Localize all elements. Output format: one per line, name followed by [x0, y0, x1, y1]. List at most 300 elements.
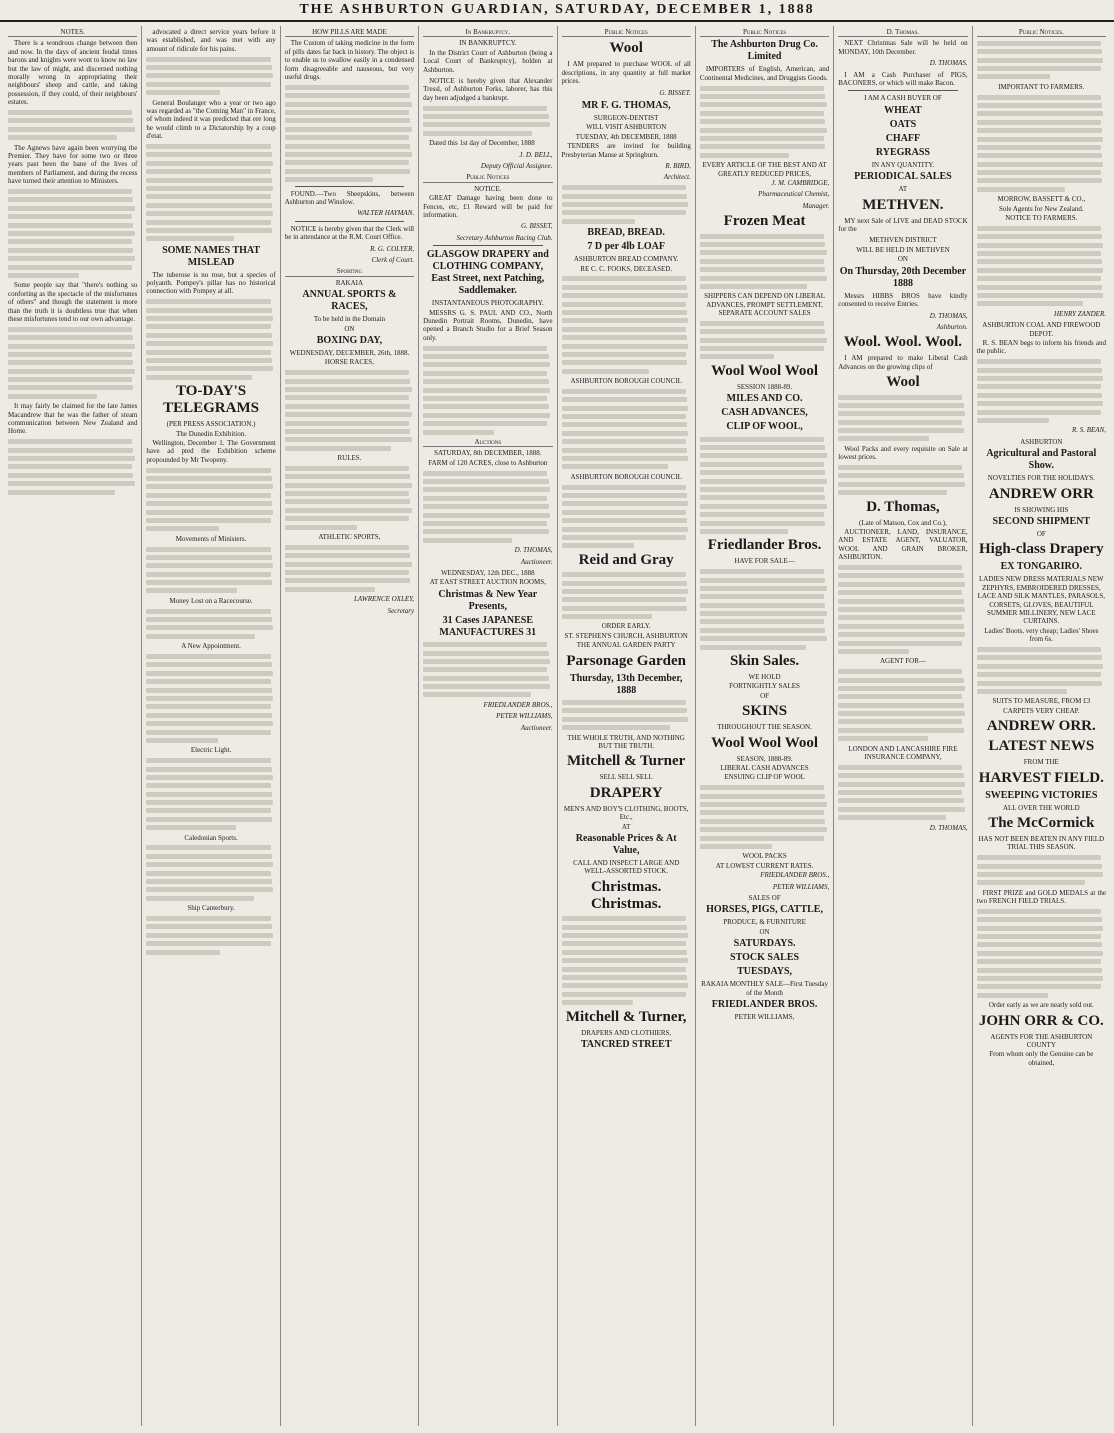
text-line	[285, 177, 373, 182]
stock-sales-heading: STOCK SALES	[730, 952, 800, 964]
clerk-notice: NOTICE is hereby given that the Clerk will be in attendance at the R.M. Court Office.	[284, 224, 415, 242]
boxing-day-heading: BOXING DAY,	[316, 334, 383, 346]
text-line	[423, 471, 547, 476]
text-line	[8, 394, 97, 399]
text-line	[838, 473, 963, 478]
text-line	[977, 672, 1101, 677]
text-line	[146, 696, 273, 701]
text-line	[146, 493, 270, 498]
text-line	[838, 703, 963, 708]
text-line	[700, 836, 824, 841]
text-line	[562, 344, 689, 349]
text-line	[562, 276, 686, 281]
text-line	[285, 152, 412, 157]
garden-party: THE ANNUAL GARDEN PARTY	[576, 641, 676, 650]
text-line	[977, 226, 1101, 231]
text-line	[562, 614, 653, 619]
drug-text-block	[700, 86, 829, 158]
fortnightly: FORTNIGHTLY SALES	[729, 682, 800, 691]
thomas-header: D. Thomas.	[838, 28, 967, 37]
not-beaten: HAS NOT BEEN BEATEN IN ANY FIELD TRIAL THIS SEASON.	[978, 834, 1105, 852]
clip-text-block	[700, 437, 829, 534]
sporting-header: Sporting	[285, 267, 414, 276]
text-line	[977, 418, 1049, 423]
call-inspect: CALL AND INSPECT LARGE AND WELL-ASSORTED STOCK.	[573, 859, 680, 876]
text-line	[977, 49, 1102, 54]
clip-of-wool: CLIP OF WOOL,	[726, 421, 803, 433]
manager-role: Manager.	[802, 201, 830, 210]
text-line	[8, 135, 117, 140]
public-notices-header: Public Notices	[700, 28, 829, 37]
text-line	[285, 169, 410, 174]
bankruptcy-header: In Bankruptcy.	[423, 28, 552, 37]
text-line	[146, 800, 273, 805]
text-line	[285, 429, 410, 434]
text-line	[146, 178, 271, 183]
text-line	[562, 1000, 633, 1005]
text-line	[423, 642, 547, 647]
text-line	[700, 250, 827, 255]
wool-para: I AM prepared to purchase WOOL of all descriptions, in any quantity at full market prices.	[561, 60, 691, 86]
notes-para-3: Some people say that "there's nothing so conforting as the spectacle of the misfortunes of others" and though the statement is more than the truth it is doubtless true that when these misfortunes tend to our own advantage.	[8, 281, 138, 323]
text-line	[977, 120, 1101, 125]
clerk-name: R. G. COLYER,	[370, 244, 415, 253]
text-line	[977, 145, 1101, 150]
we-hold: WE HOLD	[748, 673, 781, 682]
text-line	[977, 855, 1101, 860]
horses-heading: HORSES, PIGS, CATTLE,	[706, 904, 823, 916]
text-line	[146, 510, 273, 515]
text-line	[146, 57, 270, 62]
order-early: ORDER EARLY.	[601, 622, 651, 631]
d-thomas-heading: D. Thomas,	[866, 498, 940, 515]
text-line	[562, 717, 689, 722]
text-line	[8, 197, 133, 202]
text-line	[423, 379, 548, 384]
on-label: ON	[759, 927, 770, 936]
text-line	[8, 344, 135, 349]
text-line	[146, 90, 220, 95]
text-line	[285, 437, 412, 442]
frozen-text-block	[700, 234, 829, 289]
text-line	[700, 512, 824, 517]
andrew-orr-heading-2: ANDREW ORR.	[986, 718, 1096, 735]
text-line	[146, 341, 273, 346]
text-line	[146, 476, 271, 481]
text-line	[562, 397, 687, 402]
text-line	[423, 371, 547, 376]
season-label: SEASON, 1888-89.	[736, 754, 793, 763]
text-line	[562, 975, 687, 980]
text-line	[977, 243, 1104, 248]
text-line	[562, 352, 686, 357]
sole-agents: Sole Agents for New Zealand.	[999, 204, 1084, 213]
deceased-text-block	[562, 276, 691, 373]
athletic-text-block	[285, 545, 414, 592]
thomas-name: D. THOMAS.	[929, 59, 968, 68]
text-line	[562, 327, 686, 332]
important-text-block	[977, 95, 1106, 192]
text-line	[146, 730, 270, 735]
text-line	[423, 396, 547, 401]
text-line	[977, 664, 1104, 669]
text-line	[700, 234, 824, 239]
text-line	[562, 310, 687, 315]
notice-label: NOTICE.	[474, 184, 502, 193]
text-line	[977, 368, 1102, 373]
text-line	[146, 775, 273, 780]
showing-his: IS SHOWING HIS	[1014, 505, 1069, 514]
text-line	[562, 967, 686, 972]
liberal-advances: LIBERAL CASH ADVANCES	[720, 764, 809, 773]
text-line	[562, 597, 686, 602]
text-line	[146, 704, 270, 709]
text-line	[146, 713, 271, 718]
reasonable-prices: Reasonable Prices & At Value,	[575, 833, 677, 857]
text-line	[700, 321, 824, 326]
text-line	[838, 815, 945, 820]
text-line	[146, 555, 271, 560]
text-line	[977, 111, 1104, 116]
high-class-heading: High-class Drapery	[979, 541, 1104, 558]
text-line	[423, 513, 550, 518]
shippers-text-block	[700, 321, 829, 360]
text-line	[977, 384, 1101, 389]
text-line	[977, 909, 1101, 914]
ashburton-label: ASHBURTON	[1020, 437, 1063, 446]
some-names-para: The tuberose is no rose, but a species of polyanth. Pompey's pillar has no historical connection with Pompey at all.	[146, 270, 276, 296]
text-line	[977, 993, 1048, 998]
secretary-role: Secretary	[387, 606, 415, 615]
text-line	[977, 268, 1104, 273]
telegram-head-d: A New Appointment.	[181, 642, 241, 651]
text-line	[838, 395, 962, 400]
drapers-label: DRAPERS AND CLOTHIERS,	[581, 1028, 672, 1037]
text-line	[285, 508, 412, 513]
bankruptcy-text-block	[423, 106, 552, 136]
text-line	[146, 65, 271, 70]
text-line	[700, 136, 824, 141]
text-line	[8, 189, 132, 194]
visit-label: WILL VISIT ASHBURTON	[586, 123, 667, 132]
rules-label: RULES.	[337, 454, 362, 463]
cash-buyer: I AM A CASH BUYER OF	[864, 94, 942, 103]
telegram-head-a: The Dunedin Exhibition.	[176, 429, 246, 438]
text-line	[700, 785, 824, 790]
text-line	[700, 810, 824, 815]
cash-advances: CASH ADVANCES,	[721, 407, 808, 419]
text-line	[8, 481, 135, 486]
text-line	[146, 924, 271, 929]
text-line	[562, 493, 687, 498]
county-agents: AGENTS FOR THE ASHBURTON COUNTY	[990, 1032, 1093, 1050]
text-line	[838, 436, 929, 441]
text-line	[146, 211, 273, 216]
text-line	[285, 474, 410, 479]
text-line	[977, 162, 1104, 167]
text-line	[423, 676, 548, 681]
williams-name: PETER WILLIAMS,	[496, 712, 553, 721]
manse-tender: TENDERS are invited for building Presbyterian Manse at Springburn.	[561, 142, 691, 159]
notes-text-block	[8, 110, 137, 140]
text-line	[146, 358, 271, 363]
sell-label: SELL SELL SELL	[599, 773, 653, 782]
text-line	[977, 926, 1104, 931]
text-line	[423, 413, 550, 418]
text-line	[977, 959, 1101, 964]
pills-header: HOW PILLS ARE MADE	[285, 28, 414, 37]
text-line	[285, 553, 410, 558]
text-line	[146, 580, 271, 585]
text-line	[977, 259, 1102, 264]
text-line	[8, 473, 133, 478]
text-line	[146, 547, 270, 552]
st-stephens: ST. STEPHEN'S CHURCH, ASHBURTON	[564, 631, 688, 640]
friedlander-name: FRIEDLANDER BROS.,	[760, 871, 830, 880]
text-line	[700, 487, 824, 492]
text-line	[8, 256, 135, 261]
column-5	[558, 26, 696, 1426]
text-line	[838, 582, 965, 587]
genuine-label: From whom only the Genuine can be obtained,	[989, 1050, 1094, 1067]
text-line	[285, 118, 410, 123]
text-line	[8, 456, 135, 461]
methven-district: METHVEN DISTRICT	[869, 236, 937, 245]
chaff-heading: CHAFF	[885, 132, 921, 144]
mitchell-heading: Mitchell & Turner	[567, 753, 686, 770]
text-line	[146, 825, 235, 830]
clerk-role: Clerk of Court.	[371, 255, 415, 264]
race-date: WEDNESDAY, DECEMBER, 26th, 1888.	[289, 348, 410, 357]
text-line	[977, 942, 1102, 947]
text-line	[146, 679, 270, 684]
text-line	[8, 206, 135, 211]
found-notice: FOUND.—Two Sheepskins, between Ashburton and Winslow.	[284, 189, 415, 206]
bankruptcy-label: IN BANKRUPTCY.	[459, 39, 517, 48]
text-line	[977, 689, 1068, 694]
text-line	[423, 692, 530, 697]
text-line	[285, 379, 410, 384]
borough-council-2: ASHBURTON BOROUGH COUNCIL	[570, 472, 682, 481]
article-para-1: advocated a direct service years before it was established, and was met with any amount of ridicule for his pains.	[146, 28, 276, 53]
trials-text-block	[977, 909, 1106, 998]
text-line	[285, 499, 410, 504]
text-line	[977, 934, 1101, 939]
text-line	[700, 586, 827, 591]
text-line	[146, 186, 273, 191]
sweeping-heading: SWEEPING VICTORIES	[985, 789, 1098, 801]
packs-text-block	[838, 465, 967, 495]
text-line	[977, 293, 1104, 298]
text-line	[977, 376, 1104, 381]
text-line	[146, 203, 271, 208]
text-line	[146, 738, 217, 743]
text-line	[977, 153, 1102, 158]
text-line	[977, 301, 1083, 306]
text-line	[423, 388, 550, 393]
text-line	[423, 122, 550, 127]
text-line	[700, 569, 824, 574]
public-notices-header: Public Notices	[562, 28, 691, 37]
text-line	[700, 259, 824, 264]
notes-text-block	[8, 439, 137, 494]
text-line	[285, 110, 409, 115]
text-line	[700, 479, 827, 484]
text-line	[700, 645, 806, 650]
text-line	[285, 144, 410, 149]
text-line	[146, 324, 270, 329]
have-for-sale: HAVE FOR SALE—	[734, 557, 795, 566]
telegrams-heading: TO-DAY'S TELEGRAMS	[163, 383, 259, 417]
text-line	[977, 401, 1104, 406]
text-line	[838, 782, 965, 787]
telegram-text-block	[146, 468, 275, 532]
column-1	[4, 26, 142, 1426]
text-line	[146, 526, 218, 531]
text-line	[8, 464, 132, 469]
text-line	[562, 422, 687, 427]
text-line	[285, 446, 391, 451]
text-line	[700, 437, 824, 442]
text-line	[562, 285, 687, 290]
text-line	[8, 327, 132, 332]
text-line	[8, 127, 135, 132]
text-line	[562, 501, 689, 506]
notes-para-1: There is a wondrous change between then and now. In the days of ancient feudal times barons and knights were wont to know no law but the law of might, and discerned nothing morally wrong in appropriating their neighbours' sheep and cattle, and taking possession, if they could, of their neighbours' estates.	[8, 39, 138, 107]
text-line	[700, 94, 825, 99]
council-text-block	[562, 389, 691, 470]
bisset-role: Secretary Ashburton Racing Club.	[456, 233, 553, 242]
thursday-date: On Thursday, 20th December 1888	[839, 265, 967, 289]
throughout: THROUGHOUT THE SEASON.	[717, 723, 812, 732]
text-line	[423, 538, 512, 543]
text-line	[977, 74, 1051, 79]
text-line	[423, 131, 532, 136]
text-line	[700, 119, 825, 124]
frozen-meat-heading: Frozen Meat	[723, 213, 806, 230]
bean-text-block	[977, 359, 1106, 423]
text-line	[838, 624, 963, 629]
column-6	[696, 26, 834, 1426]
text-line	[562, 581, 687, 586]
text-line	[977, 41, 1101, 46]
text-line	[8, 223, 133, 228]
cambridge-role: Pharmaceutical Chemist,	[758, 190, 830, 199]
text-line	[838, 719, 962, 724]
text-line	[838, 607, 965, 612]
auctioneer-text-block	[838, 565, 967, 654]
friedlander-name: FRIEDLANDER BROS.,	[483, 700, 553, 709]
bird-role: Architect.	[663, 173, 691, 182]
text-line	[838, 736, 927, 741]
dentist-name: MR F. G. THOMAS,	[581, 100, 671, 112]
text-line	[838, 765, 962, 770]
text-line	[562, 950, 687, 955]
miles-heading: MILES AND CO.	[726, 393, 803, 405]
text-line	[423, 684, 550, 689]
text-line	[838, 590, 962, 595]
article-text-block	[146, 57, 275, 96]
text-line	[838, 428, 963, 433]
oats-heading: OATS	[889, 118, 917, 130]
text-line	[146, 845, 270, 850]
text-line	[146, 617, 271, 622]
text-line	[146, 634, 255, 639]
wool-heading: Wool	[609, 40, 643, 57]
text-line	[423, 651, 548, 656]
text-line	[8, 352, 132, 357]
text-line	[838, 669, 962, 674]
auctioneer-role: Auctioneer.	[520, 723, 553, 732]
bread-heading: BREAD, BREAD.	[587, 227, 665, 239]
text-line	[146, 721, 273, 726]
text-line	[146, 933, 273, 938]
coal-depot: ASHBURTON COAL AND FIREWOOD DEPOT.	[982, 321, 1101, 338]
text-line	[700, 802, 827, 807]
notice-text-block	[977, 226, 1106, 307]
notes-para-4: It may fairly be claimed for the late James Macandrew that he was the father of steam communication between New Zealand and Home.	[8, 402, 138, 436]
text-line	[146, 82, 270, 87]
text-line	[146, 484, 273, 489]
farm-label: FARM of 120 ACRES, close to Ashburton	[428, 458, 548, 467]
telegrams-sub: (PER PRESS ASSOCIATION.)	[166, 420, 256, 429]
text-line	[8, 239, 132, 244]
text-line	[838, 790, 962, 795]
christmas-text-block	[562, 916, 691, 1005]
cambridge-name: J. M. CAMBRIDGE,	[771, 178, 830, 187]
text-line	[977, 178, 1102, 183]
text-line	[146, 758, 270, 763]
text-line	[146, 887, 273, 892]
article-para-2: General Boulanger who a year or two ago was regarded as "the Coming Man" in France, of whom indeed it was predicted that ere long he would climb to a Dictatorship by a coup d'etat.	[146, 98, 276, 141]
novelties: NOVELTIES FOR THE HOLIDAYS.	[987, 474, 1095, 483]
column-4	[419, 26, 557, 1426]
tancred-street: TANCRED STREET	[580, 1038, 672, 1050]
text-line	[146, 688, 271, 693]
latest-news-heading: LATEST NEWS	[988, 738, 1095, 755]
rules-text-block	[285, 466, 414, 530]
clothing-label: MEN'S AND BOY'S CLOTHING, BOOTS, Etc.,	[563, 804, 689, 822]
party-text-block	[562, 700, 691, 730]
telegram-head-e: Electric Light.	[190, 746, 232, 755]
insurance-text-block	[838, 765, 967, 820]
text-line	[700, 470, 825, 475]
text-line	[562, 589, 689, 594]
some-names-heading: SOME NAMES THAT MISLEAD	[162, 244, 261, 268]
assignee-role: Deputy Official Assignee.	[480, 162, 553, 171]
mitchell-heading-2: Mitchell & Turner,	[565, 1008, 687, 1025]
bread-company: ASHBURTON BREAD COMPANY.	[573, 255, 679, 264]
notes-text-block	[8, 327, 137, 399]
text-line	[977, 655, 1102, 660]
london-lancashire: LONDON AND LANCASHIRE FIRE INSURANCE COMPANY,	[848, 744, 958, 762]
bean-name: R. S. BEAN,	[1071, 426, 1106, 435]
agent-text-block	[838, 669, 967, 741]
text-line	[562, 439, 686, 444]
notes-text-block	[8, 189, 137, 278]
text-line	[562, 535, 686, 540]
text-line	[977, 647, 1101, 652]
text-line	[838, 482, 965, 487]
text-line	[977, 681, 1102, 686]
text-line	[977, 359, 1101, 364]
text-line	[423, 479, 548, 484]
order-early: Order early as we are nearly sold out.	[988, 1001, 1094, 1010]
every-article: EVERY ARTICLE OF THE BEST AND AT GREATLY REDUCED PRICES,	[702, 161, 827, 178]
text-line	[700, 529, 788, 534]
text-line	[8, 439, 132, 444]
text-line	[977, 66, 1101, 71]
